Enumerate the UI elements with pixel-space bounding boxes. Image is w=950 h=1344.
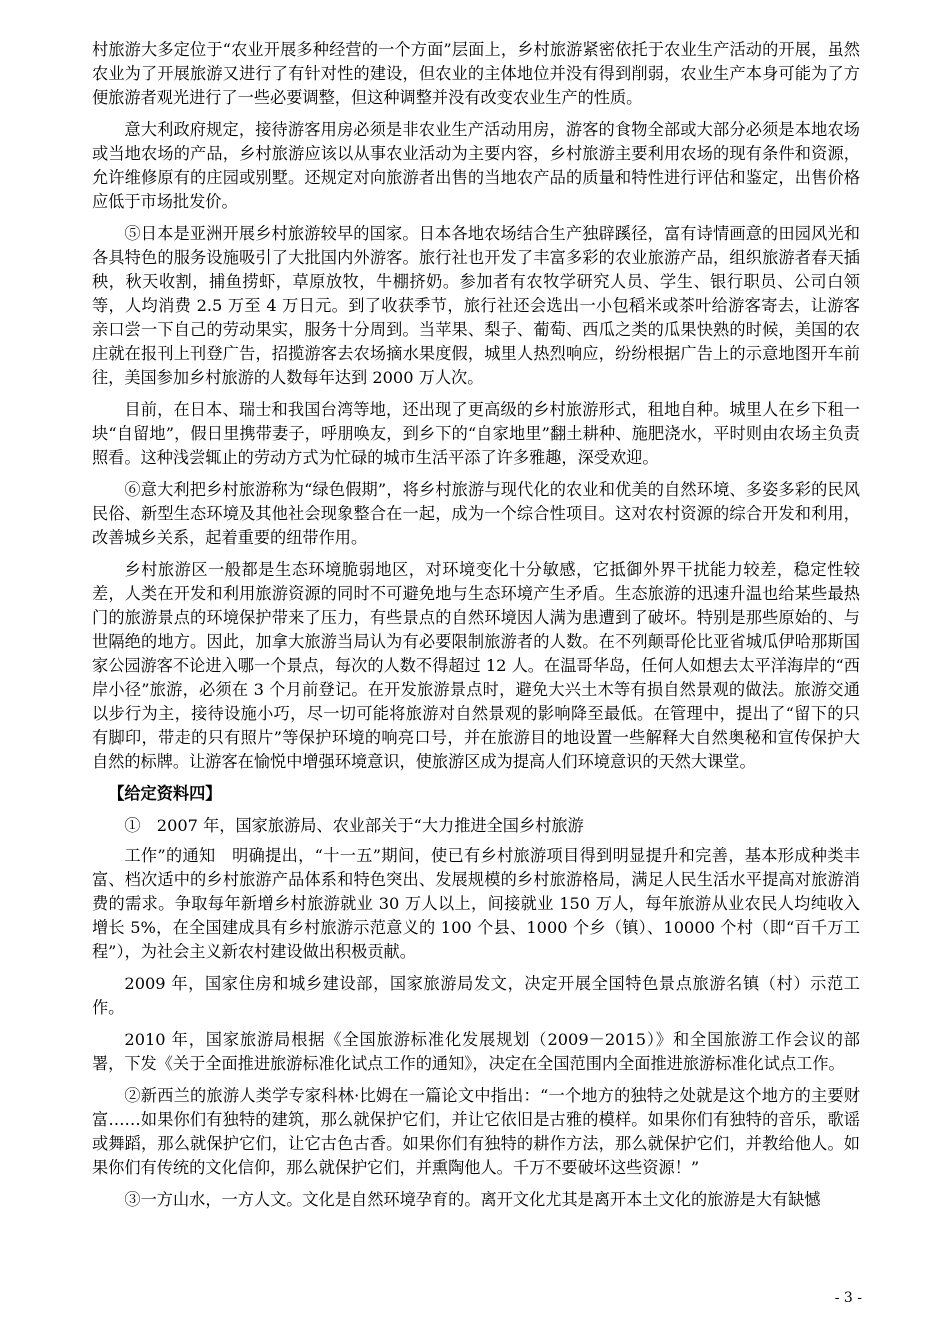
section-paragraph-1: ① 2007 年，国家旅游局、农业部关于“大力推进全国乡村旅游 [124,816,584,835]
paragraph-2: 意大利政府规定，接待游客用房必须是非农业生产活动用房，游客的食物全部或大部分必须是本地农场或当地农场的产品，乡村旅游应该以从事农业活动为主要内容，乡村旅游主要利用农场的现有条件和资源，允许维修原有的庄园或别墅。还规定对向旅游者出售的当地农产品的质量和特性进行评估和鉴定，出售价格应低于市场批发价。 [92,120,860,211]
document-body [92,38,860,1220]
page-number: - 3 - [834,1290,862,1306]
section-paragraph-3: 2009 年，国家住房和城乡建设部，国家旅游局发文，决定开展全国特色景点旅游名镇（村）示范工作。 [92,974,860,1017]
paragraph-3: ⑤日本是亚洲开展乡村旅游较早的国家。日本各地农场结合生产独辟蹊径，富有诗情画意的田园风光和各具特色的服务设施吸引了大批国内外游客。旅行社也开发了丰富多彩的农业旅游产品，组织旅游者春天插秧，秋天收割，捕鱼捞虾，草原放牧，牛棚挤奶。参加者有农牧学研究人员、学生、银行职员、公司白领等，人均消费 2.5 万至 4 万日元。到了收获季节，旅行社还会选出一小包稻米或茶叶给游客寄去，让游客亲口尝一下自己的劳动果实，服务十分周到。当苹果、梨子、葡萄、西瓜之类的瓜果快熟的时候，美国的农庄就在报刊上刊登广告，招揽游客去农场摘水果度假，城里人热烈响应，纷纷根据广告上的示意地图开车前往，美国参加乡村旅游的人数每年达到 2000 万人次。 [92,224,860,387]
section-paragraph-5: ②新西兰的旅游人类学专家科林·比姆在一篇论文中指出：“一个地方的独特之处就是这个地方的主要财富……如果你们有独特的建筑，那么就保护它们，并让它依旧是古雅的模样。如果你们有独特的音乐，歌谣或舞蹈，那么就保护它们，让它古色古香。如果你们有独特的耕作方法，那么就保护它们，并教给他人。如果你们有传统的文化信仰，那么就保护它们，并熏陶他人。千万不要破坏这些资源！” [92,1086,860,1177]
section-paragraph-4: 2010 年，国家旅游局根据《全国旅游标准化发展规划（2009－2015）》和全国旅游工作会议的部署，下发《关于全面推进旅游标准化试点工作的通知》，决定在全国范围内全面推进旅游标准化试点工作。 [92,1030,860,1073]
section-paragraph-6: ③一方山水，一方人文。文化是自然环境孕育的。离开文化尤其是离开本土文化的旅游是大有缺憾 [124,1190,821,1209]
section-heading: 【给定资料四】 [108,784,222,803]
paragraph-4: 目前，在日本、瑞士和我国台湾等地，还出现了更高级的乡村旅游形式，租地自种。城里人在乡下租一块“自留地”，假日里携带妻子，呼朋唤友，到乡下的“自家地里”翻土耕种、施肥浇水，平时则由农场主负责照看。这种浅尝辄止的劳动方式为忙碌的城市生活平添了许多雅趣，深受欢迎。 [92,400,860,467]
paragraph-5: ⑥意大利把乡村旅游称为“绿色假期”，将乡村旅游与现代化的农业和优美的自然环境、多姿多彩的民风民俗、新型生态环境及其他社会现象整合在一起，成为一个综合性项目。这对农村资源的综合开发和利用，改善城乡关系，起着重要的纽带作用。 [92,480,860,547]
section-paragraph-2: 工作”的通知 明确提出，“十一五”期间，使已有乡村旅游项目得到明显提升和完善，基本形成种类丰富、档次适中的乡村旅游产品体系和特色突出、发展规模的乡村旅游格局，满足人民生活水平提高对旅游消费的需求。争取每年新增乡村旅游就业 30 万人以上，间接就业 150 万人，每年旅游从业农民人均纯收入增长 5%，在全国建成具有乡村旅游示范意义的 100 个县、1000 个乡（镇）、10000 个村（即“百千万工程”），为社会主义新农村建设做出积极贡献。 [92,846,860,961]
paragraph-6: 乡村旅游区一般都是生态环境脆弱地区，对环境变化十分敏感，它抵御外界干扰能力较差，稳定性较差，人类在开发和利用旅游资源的同时不可避免地与生态环境产生矛盾。生态旅游的迅速升温也给某些最热门的旅游景点的环境保护带来了压力，有些景点的自然环境因人满为患遭到了破坏。特别是那些原始的、与世隔绝的地方。因此，加拿大旅游当局认为有必要限制旅游者的人数。在不列颠哥伦比亚省城瓜伊哈那斯国家公园游客不论进入哪一个景点，每次的人数不得超过 12 人。在温哥华岛，任何人如想去太平洋海岸的“西岸小径”旅游，必须在 3 个月前登记。在开发旅游景点时，避免大兴土木等有损自然景观的做法。旅游交通以步行为主，接待设施小巧，尽一切可能将旅游对自然景观的影响降至最低。在管理中，提出了“留下的只有脚印，带走的只有照片”等保护环境的响亮口号，并在旅游目的地设置一些解释大自然奥秘和宣传保护大自然的标牌。让游客在愉悦中增强环境意识，使旅游区成为提高人们环境意识的天然大课堂。 [92,560,860,771]
paragraph-1: 村旅游大多定位于“农业开展多种经营的一个方面”层面上，乡村旅游紧密依托于农业生产活动的开展，虽然农业为了开展旅游又进行了有针对性的建设，但农业的主体地位并没有得到削弱，农业生产本身可能为了方便旅游者观光进行了一些必要调整，但这种调整并没有改变农业生产的性质。 [92,40,860,107]
